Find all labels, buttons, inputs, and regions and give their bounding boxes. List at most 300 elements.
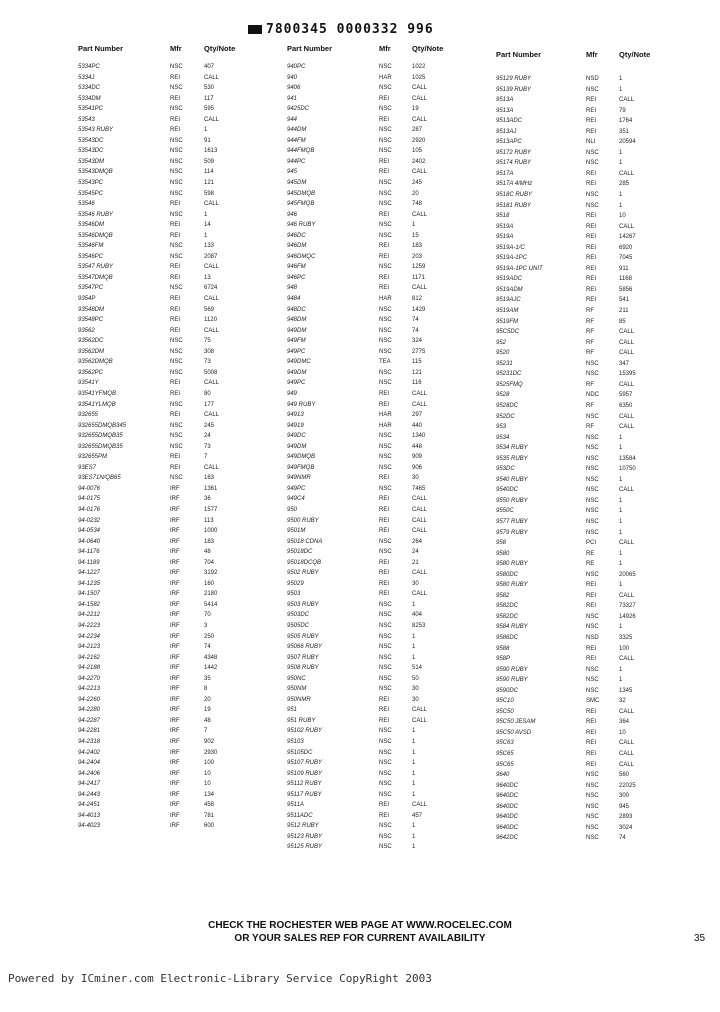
mfr-cell: REI: [586, 582, 597, 589]
qty-cell: 1: [412, 760, 416, 767]
qty-cell: 1: [412, 601, 416, 608]
mfr-cell: REI: [170, 306, 181, 313]
mfr-cell: REI: [379, 506, 390, 513]
table-row: [78, 189, 258, 200]
table-row: [287, 83, 467, 94]
part-number-cell: 94-2260: [78, 696, 101, 703]
table-row: [287, 547, 467, 558]
mfr-cell: IRF: [170, 644, 180, 651]
table-row: [78, 558, 258, 569]
part-number-cell: 53547PC: [78, 285, 104, 292]
mfr-cell: REI: [586, 244, 597, 251]
qty-cell: 13584: [619, 455, 636, 462]
table-row: [78, 610, 258, 621]
mfr-cell: RF: [586, 402, 594, 409]
mfr-cell: NSC: [586, 455, 599, 462]
part-number-cell: 94-1582: [78, 601, 101, 608]
qty-cell: CALL: [204, 296, 220, 303]
table-row: [287, 315, 467, 326]
table-row: [287, 262, 467, 273]
table-row: [496, 696, 666, 707]
part-number-cell: 9520: [496, 350, 510, 357]
qty-cell: 14: [204, 222, 211, 229]
part-number-cell: 9586DC: [496, 634, 519, 641]
table-row: [287, 146, 467, 157]
qty-cell: CALL: [619, 223, 635, 230]
qty-cell: CALL: [204, 380, 220, 387]
table-row: [78, 674, 258, 685]
table-row: [496, 74, 666, 85]
qty-cell: 4348: [204, 654, 218, 661]
mfr-cell: NSC: [170, 85, 183, 92]
table-row: [287, 484, 467, 495]
part-number-cell: 940PC: [287, 64, 306, 70]
part-number-cell: 95112 RUBY: [287, 781, 322, 788]
part-number-cell: 53543DC: [78, 148, 104, 155]
table-row: [78, 473, 258, 484]
qty-cell: CALL: [412, 496, 428, 503]
part-number-cell: 94-1189: [78, 559, 100, 566]
mfr-cell: RF: [586, 424, 594, 431]
table-row: [78, 695, 258, 706]
part-number-cell: 953DC: [496, 466, 515, 473]
mfr-cell: NSC: [379, 222, 392, 229]
part-number-cell: 94-2223: [78, 622, 101, 629]
mfr-cell: NSC: [170, 158, 183, 165]
table-row: [287, 410, 467, 421]
part-number-cell: 93541YFMQB: [78, 390, 117, 397]
qty-cell: 105: [412, 148, 423, 155]
mfr-cell: REI: [586, 719, 597, 726]
mfr-cell: REI: [170, 390, 181, 397]
part-number-cell: 94-2280: [78, 707, 101, 714]
part-number-cell: 958: [496, 540, 507, 547]
part-number-cell: 5334DC: [78, 85, 101, 92]
table-row: [287, 442, 467, 453]
part-number-cell: 95231DC: [496, 371, 522, 378]
part-number-cell: 949 RUBY: [287, 401, 316, 408]
qty-cell: 183: [412, 243, 423, 250]
qty-cell: CALL: [412, 528, 428, 535]
mfr-cell: NSC: [170, 148, 183, 155]
table-row: [496, 179, 666, 190]
part-number-cell: 95174 RUBY: [496, 160, 532, 167]
table-row: [496, 369, 666, 380]
mfr-cell: NSC: [586, 149, 599, 156]
part-number-cell: 9513AJ: [496, 128, 517, 135]
table-row: [496, 549, 666, 560]
table-row: [78, 811, 258, 822]
mfr-cell: NSC: [379, 739, 392, 745]
table-row: [287, 494, 467, 505]
part-number-cell: 949DM: [287, 369, 307, 376]
mfr-cell: NSC: [586, 192, 599, 199]
mfr-cell: NSC: [586, 793, 599, 800]
qty-cell: CALL: [619, 413, 635, 420]
qty-cell: 1: [412, 222, 416, 229]
mfr-cell: NSC: [170, 64, 183, 70]
part-number-cell: 949DM: [287, 443, 307, 450]
mfr-cell: IRF: [170, 760, 180, 767]
mfr-cell: NSC: [586, 160, 599, 167]
part-number-cell: 9534: [496, 434, 510, 441]
part-number-cell: 950NM: [287, 686, 307, 693]
qty-cell: 74: [204, 644, 211, 651]
part-number-cell: 93562DC: [78, 338, 104, 345]
mfr-cell: REI: [379, 570, 390, 577]
table-row: [496, 359, 666, 370]
qty-cell: CALL: [619, 592, 635, 599]
mfr-cell: NSC: [379, 380, 392, 387]
table-row: [78, 199, 258, 210]
table-row: [78, 400, 258, 411]
mfr-cell: RF: [586, 381, 594, 388]
part-number-cell: 53546DMQB: [78, 232, 113, 239]
table-row: [287, 199, 467, 210]
part-number-cell: 94-2212: [78, 612, 101, 619]
parts-list: [496, 74, 666, 844]
table-row: [287, 241, 467, 252]
table-row: [78, 769, 258, 780]
qty-cell: 598: [204, 190, 215, 197]
table-row: [287, 473, 467, 484]
page-number: 35: [694, 933, 706, 944]
table-row: [287, 832, 467, 843]
table-row: [78, 484, 258, 495]
part-number-cell: 94-2270: [78, 675, 101, 682]
qty-cell: 20: [412, 190, 419, 197]
qty-cell: CALL: [619, 329, 635, 336]
qty-cell: 1: [619, 508, 623, 515]
qty-cell: 1: [412, 844, 416, 851]
qty-cell: 10: [619, 213, 626, 220]
qty-cell: 748: [412, 201, 423, 208]
qty-cell: 2402: [412, 158, 426, 165]
qty-cell: 530: [204, 85, 215, 92]
qty-cell: 73: [204, 359, 211, 366]
part-number-cell: 94-2162: [78, 654, 101, 661]
part-number-cell: 9519FM: [496, 318, 519, 325]
qty-cell: 134: [204, 791, 215, 798]
qty-cell: CALL: [412, 285, 428, 292]
table-row: [287, 695, 467, 706]
mfr-cell: NSC: [170, 180, 183, 187]
part-number-cell: 94-2213: [78, 686, 101, 693]
part-number-cell: 952: [496, 339, 507, 346]
table-row: [287, 157, 467, 168]
qty-cell: 1345: [619, 687, 633, 694]
mfr-cell: IRF: [170, 812, 180, 819]
qty-cell: CALL: [412, 95, 428, 102]
qty-cell: 1: [619, 561, 623, 568]
qty-cell: 121: [204, 180, 215, 187]
mfr-cell: REI: [379, 696, 390, 703]
table-row: [496, 190, 666, 201]
qty-cell: 404: [412, 612, 423, 619]
part-number-cell: 95125 RUBY: [287, 844, 323, 851]
table-row: [78, 642, 258, 653]
table-row: [78, 157, 258, 168]
part-number-cell: 946 RUBY: [287, 222, 316, 229]
mfr-cell: NSC: [379, 686, 392, 693]
mfr-cell: NSC: [379, 338, 392, 345]
qty-cell: 3: [204, 622, 208, 629]
table-row: [78, 368, 258, 379]
table-row: [496, 760, 666, 771]
mfr-cell: REI: [170, 95, 181, 102]
qty-cell: CALL: [619, 381, 635, 388]
mfr-cell: IRF: [170, 665, 180, 672]
qty-cell: 74: [412, 327, 419, 334]
table-row: [496, 738, 666, 749]
table-row: [496, 538, 666, 549]
qty-cell: 781: [204, 812, 215, 819]
table-row: [287, 684, 467, 695]
mfr-cell: REI: [586, 181, 597, 188]
mfr-cell: IRF: [170, 781, 180, 788]
qty-cell: 121: [412, 369, 423, 376]
qty-cell: 1: [619, 149, 623, 156]
qty-cell: 2775: [412, 348, 426, 355]
part-number-cell: 93562: [78, 327, 95, 334]
qty-cell: CALL: [619, 487, 635, 494]
part-number-cell: 95117 RUBY: [287, 791, 322, 798]
table-row: [78, 178, 258, 189]
mfr-cell: NSC: [379, 85, 392, 92]
table-row: [78, 73, 258, 84]
part-number-cell: 949PC: [287, 380, 306, 387]
table-row: [496, 781, 666, 792]
part-number-cell: 9540 RUBY: [496, 476, 528, 483]
qty-cell: CALL: [204, 116, 220, 123]
table-row: [78, 315, 258, 326]
qty-cell: 10: [204, 781, 211, 788]
part-number-cell: 9640DC: [496, 814, 519, 821]
mfr-cell: NSC: [379, 633, 392, 640]
table-row: [496, 485, 666, 496]
part-number-cell: 9582: [496, 592, 510, 599]
part-number-cell: 94-2123: [78, 644, 101, 651]
table-row: [78, 262, 258, 273]
qty-cell: 48: [204, 717, 211, 724]
qty-cell: 79: [619, 107, 626, 114]
qty-cell: 595: [204, 106, 215, 113]
table-row: [78, 547, 258, 558]
mfr-cell: NSC: [586, 529, 599, 536]
qty-header: Qty/Note: [412, 44, 444, 53]
part-number-header: Part Number: [496, 50, 542, 59]
table-row: [78, 716, 258, 727]
mfr-cell: NSC: [379, 538, 392, 545]
qty-cell: CALL: [412, 401, 428, 408]
footer-line-2: OR YOUR SALES REP FOR CURRENT AVAILABILITY: [234, 933, 486, 944]
mfr-cell: REI: [379, 559, 390, 566]
qty-cell: 600: [204, 823, 215, 830]
qty-cell: 24: [204, 433, 211, 440]
qty-cell: 21: [412, 559, 419, 566]
table-row: [78, 241, 258, 252]
qty-cell: 1764: [619, 118, 633, 125]
mfr-cell: IRF: [170, 739, 180, 745]
qty-cell: 1: [412, 781, 416, 788]
table-row: [496, 295, 666, 306]
qty-cell: 30: [412, 475, 419, 482]
table-row: [496, 622, 666, 633]
qty-cell: 297: [412, 412, 423, 419]
mfr-cell: IRF: [170, 749, 180, 756]
mfr-cell: NSC: [170, 359, 183, 366]
qty-cell: 160: [204, 580, 215, 587]
qty-cell: 1: [619, 476, 623, 483]
table-row: [78, 104, 258, 115]
qty-cell: 560: [619, 772, 630, 779]
mfr-cell: NSC: [170, 338, 183, 345]
mfr-cell: NSC: [586, 86, 599, 93]
part-number-cell: 94-0232: [78, 517, 101, 524]
part-number-cell: 946: [287, 211, 298, 218]
table-row: [287, 716, 467, 727]
table-row: [78, 378, 258, 389]
part-number-cell: 9517A 4/MHz: [496, 181, 533, 188]
part-number-cell: 950NC: [287, 675, 306, 682]
qty-cell: 10: [619, 729, 626, 736]
part-number-cell: 94-1507: [78, 591, 101, 598]
qty-cell: 1: [412, 654, 416, 661]
part-number-cell: 949PC: [287, 348, 306, 355]
mfr-cell: NSC: [586, 687, 599, 694]
part-number-cell: 949DM: [287, 327, 307, 334]
table-row: [78, 125, 258, 136]
qty-cell: 22025: [619, 782, 636, 789]
mfr-cell: RE: [586, 550, 595, 557]
part-number-cell: 94-2443: [78, 791, 101, 798]
mfr-cell: NSC: [170, 253, 183, 260]
table-row: [78, 389, 258, 400]
qty-cell: 909: [412, 454, 423, 461]
qty-cell: 35: [204, 675, 211, 682]
mfr-cell: REI: [379, 517, 390, 524]
mfr-cell: NSC: [379, 148, 392, 155]
qty-cell: 351: [619, 128, 630, 135]
table-row: [496, 654, 666, 665]
table-row: [78, 220, 258, 231]
part-number-cell: 95C10: [496, 698, 514, 705]
part-number-cell: 94-2188: [78, 665, 101, 672]
qty-cell: 100: [619, 645, 630, 652]
part-number-cell: 53543DMQB: [78, 169, 113, 176]
mfr-cell: NSC: [379, 844, 392, 851]
part-number-cell: 9582DC: [496, 613, 519, 620]
part-number-cell: 9519ADC: [496, 276, 523, 283]
part-number-cell: 946PC: [287, 274, 306, 281]
table-row: [78, 516, 258, 527]
part-number-cell: 95029: [287, 580, 304, 587]
mfr-cell: NSC: [586, 814, 599, 821]
table-row: [496, 274, 666, 285]
mfr-cell: REI: [379, 707, 390, 714]
table-row: [496, 728, 666, 739]
part-number-cell: 9528: [496, 392, 510, 399]
mfr-cell: REI: [586, 223, 597, 230]
part-number-cell: 93562DMQB: [78, 359, 113, 366]
part-number-cell: 94-1235: [78, 580, 101, 587]
qty-cell: 20594: [619, 139, 636, 146]
table-row: [287, 632, 467, 643]
mfr-cell: REI: [586, 740, 597, 747]
table-row: [287, 452, 467, 463]
table-row: [496, 306, 666, 317]
qty-cell: CALL: [412, 506, 428, 513]
mfr-cell: IRF: [170, 696, 180, 703]
mfr-cell: REI: [379, 591, 390, 598]
part-number-cell: 9525FMQ: [496, 381, 523, 388]
part-number-cell: 94-2281: [78, 728, 101, 735]
mfr-cell: HAR: [379, 412, 392, 419]
part-number-cell: 95139 RUBY: [496, 86, 532, 93]
part-number-cell: 53543DM: [78, 158, 105, 165]
qty-cell: 6724: [204, 285, 218, 292]
table-row: [496, 464, 666, 475]
qty-cell: 1: [204, 127, 208, 134]
mfr-cell: NSC: [170, 401, 183, 408]
mfr-cell: NSC: [586, 803, 599, 810]
table-row: [496, 528, 666, 539]
table-row: [496, 116, 666, 127]
qty-cell: CALL: [412, 85, 428, 92]
qty-cell: 1: [412, 833, 416, 840]
table-row: [496, 601, 666, 612]
part-number-cell: 94-2318: [78, 739, 101, 745]
part-number-cell: 53547DMQB: [78, 274, 113, 281]
mfr-cell: NSC: [586, 434, 599, 441]
part-number-cell: 9588: [496, 645, 510, 652]
part-number-cell: 95172 RUBY: [496, 149, 532, 156]
part-number-cell: 948: [287, 285, 298, 292]
table-row: [287, 800, 467, 811]
mfr-cell: NSC: [379, 675, 392, 682]
table-row: [78, 167, 258, 178]
table-row: [287, 252, 467, 263]
table-row: [287, 220, 467, 231]
part-number-cell: 9508 RUBY: [287, 665, 319, 672]
mfr-cell: REI: [379, 802, 390, 809]
qty-cell: CALL: [619, 740, 635, 747]
qty-cell: 48: [204, 549, 211, 556]
mfr-cell: NSC: [379, 464, 392, 471]
qty-cell: CALL: [619, 97, 635, 104]
qty-cell: 1: [619, 550, 623, 557]
mfr-cell: NSC: [586, 518, 599, 525]
mfr-cell: REI: [379, 285, 390, 292]
qty-cell: 70: [204, 612, 211, 619]
qty-cell: 1: [412, 633, 416, 640]
qty-cell: 3024: [619, 824, 633, 831]
table-row: [496, 412, 666, 423]
table-row: [496, 222, 666, 233]
table-row: [496, 232, 666, 243]
qty-cell: 347: [619, 360, 630, 367]
table-row: [78, 494, 258, 505]
mfr-cell: NSC: [379, 232, 392, 239]
mfr-cell: REI: [379, 274, 390, 281]
qty-cell: CALL: [412, 591, 428, 598]
part-number-cell: 9640DC: [496, 793, 519, 800]
qty-cell: CALL: [412, 169, 428, 176]
table-row: [496, 496, 666, 507]
mfr-cell: NDC: [586, 392, 599, 399]
qty-cell: 8253: [412, 622, 426, 629]
qty-cell: 1: [619, 86, 623, 93]
